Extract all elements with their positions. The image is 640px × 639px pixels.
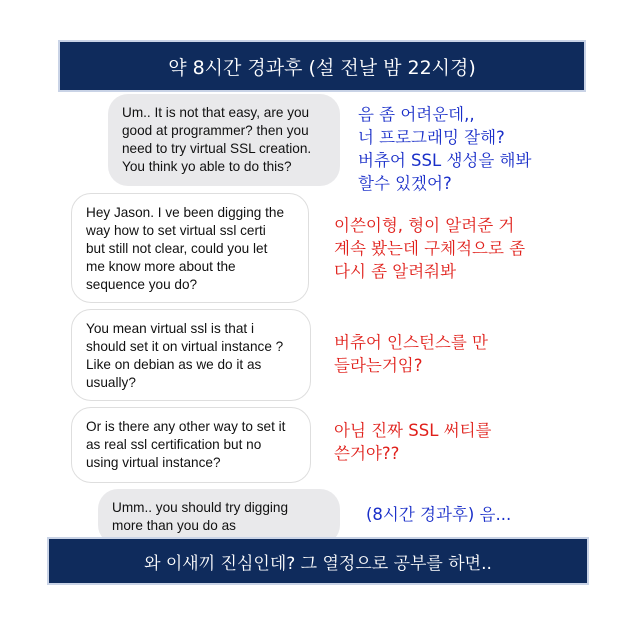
message-bubble-4: Or is there any other way to set it as real ssl certification but no using virtual instance? — [71, 407, 311, 483]
korean-note-1: 음 좀 어려운데,, 너 프로그래밍 잘해? 버츄어 SSL 생성을 해봐 할수 있겠어? — [358, 105, 532, 193]
korean-note-5: (8시간 경과후) 음... — [366, 505, 512, 524]
message-bubble-2: Hey Jason. I ve been digging the way how to set virtual ssl certi but still not clear, could you let me know more about the sequence you do? — [71, 193, 309, 303]
korean-note-3: 버츄어 인스턴스를 만 들라는거임? — [334, 333, 488, 375]
message-bubble-1: Um.. It is not that easy, are you good at programmer? then you need to try virtual SSL creation. You think yo able to do this? — [108, 94, 340, 186]
message-bubble-3: You mean virtual ssl is that i should set it on virtual instance ? Like on debian as we do it as usually? — [71, 309, 311, 401]
korean-note-2: 이쓴이형, 형이 알려준 거 계속 봤는데 구체적으로 좀 다시 좀 알려줘봐 — [334, 216, 526, 281]
korean-note-4: 아님 진짜 SSL 써티를 쓴거야?? — [334, 421, 492, 463]
top-banner-text: 약 8시간 경과후 (설 전날 밤 22시경) — [168, 56, 476, 79]
message-bubble-5: Umm.. you should try digging more than you do as — [98, 489, 340, 545]
bottom-banner — [47, 537, 589, 585]
top-banner — [58, 40, 586, 92]
bottom-banner-text: 와 이새끼 진심인데? 그 열정으로 공부를 하면.. — [144, 553, 492, 574]
